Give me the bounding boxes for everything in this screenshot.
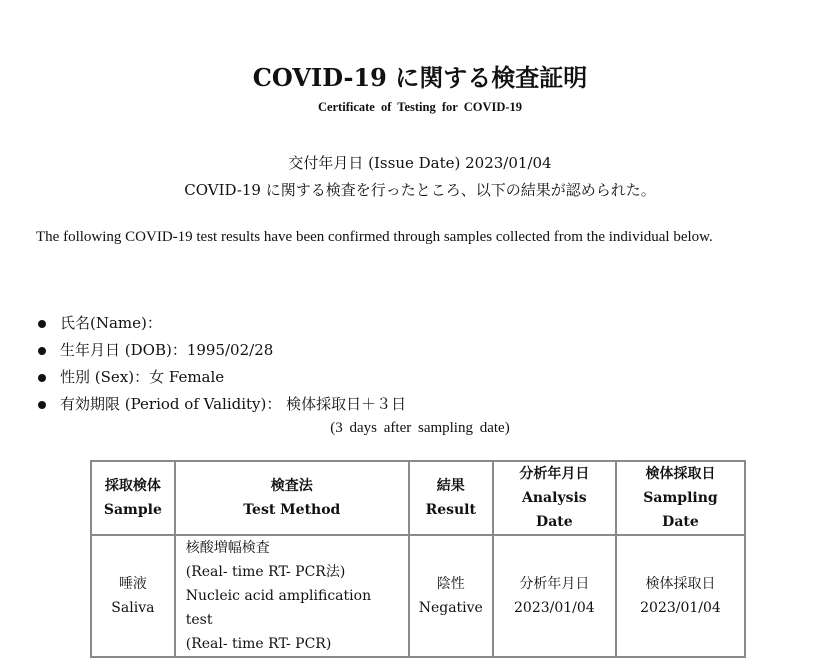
header-result: 結果 Result	[409, 461, 493, 535]
issue-date-line: 交付年月日 (Issue Date) 2023/01/04	[288, 154, 552, 172]
header-sampling-date: 検体採取日 Sampling Date	[616, 461, 745, 535]
cell-analysis-date: 分析年月日 2023/01/04	[493, 535, 616, 657]
header-analysis-date: 分析年月日 Analysis Date	[493, 461, 616, 535]
personal-info-list	[36, 310, 736, 418]
list-item	[36, 310, 736, 337]
field-dob: 生年月日 (DOB)：1995/02/28	[60, 341, 274, 359]
results-table	[90, 460, 746, 658]
list-item	[36, 364, 736, 391]
field-name: 氏名(Name)：	[60, 314, 162, 332]
bullet-icon	[38, 320, 46, 328]
header-test-method: 検査法 Test Method	[175, 461, 409, 535]
validity-note: (3 days after sampling date)	[330, 420, 510, 436]
field-sex: 性別 (Sex)：女 Female	[60, 368, 225, 386]
bullet-icon	[38, 347, 46, 355]
cell-sampling-date: 検体採取日 2023/01/04	[616, 535, 745, 657]
statement-english: The following COVID-19 test results have been confirmed through samples collected from the individual below.	[36, 229, 713, 245]
document-subtitle: Certificate of Testing for COVID-19	[317, 100, 523, 114]
bullet-icon	[38, 374, 46, 382]
bullet-icon	[38, 401, 46, 409]
field-validity: 有効期限 (Period of Validity)： 検体採取日＋３日	[60, 395, 407, 413]
table-header-row	[91, 461, 745, 535]
cell-result: 陰性 Negative	[409, 535, 493, 657]
header-sample: 採取検体 Sample	[91, 461, 175, 535]
table-row	[91, 535, 745, 657]
list-item	[36, 337, 736, 364]
cell-test-method: 核酸増幅検査 (Real- time RT- PCR法) Nucleic acid amplification test (Real- time RT- PCR)	[175, 535, 409, 657]
statement-japanese: COVID-19 に関する検査を行ったところ、以下の結果が認められた。	[184, 181, 656, 199]
cell-sample: 唾液 Saliva	[91, 535, 175, 657]
list-item	[36, 391, 736, 418]
document-title: COVID-19 に関する検査証明	[252, 63, 588, 92]
